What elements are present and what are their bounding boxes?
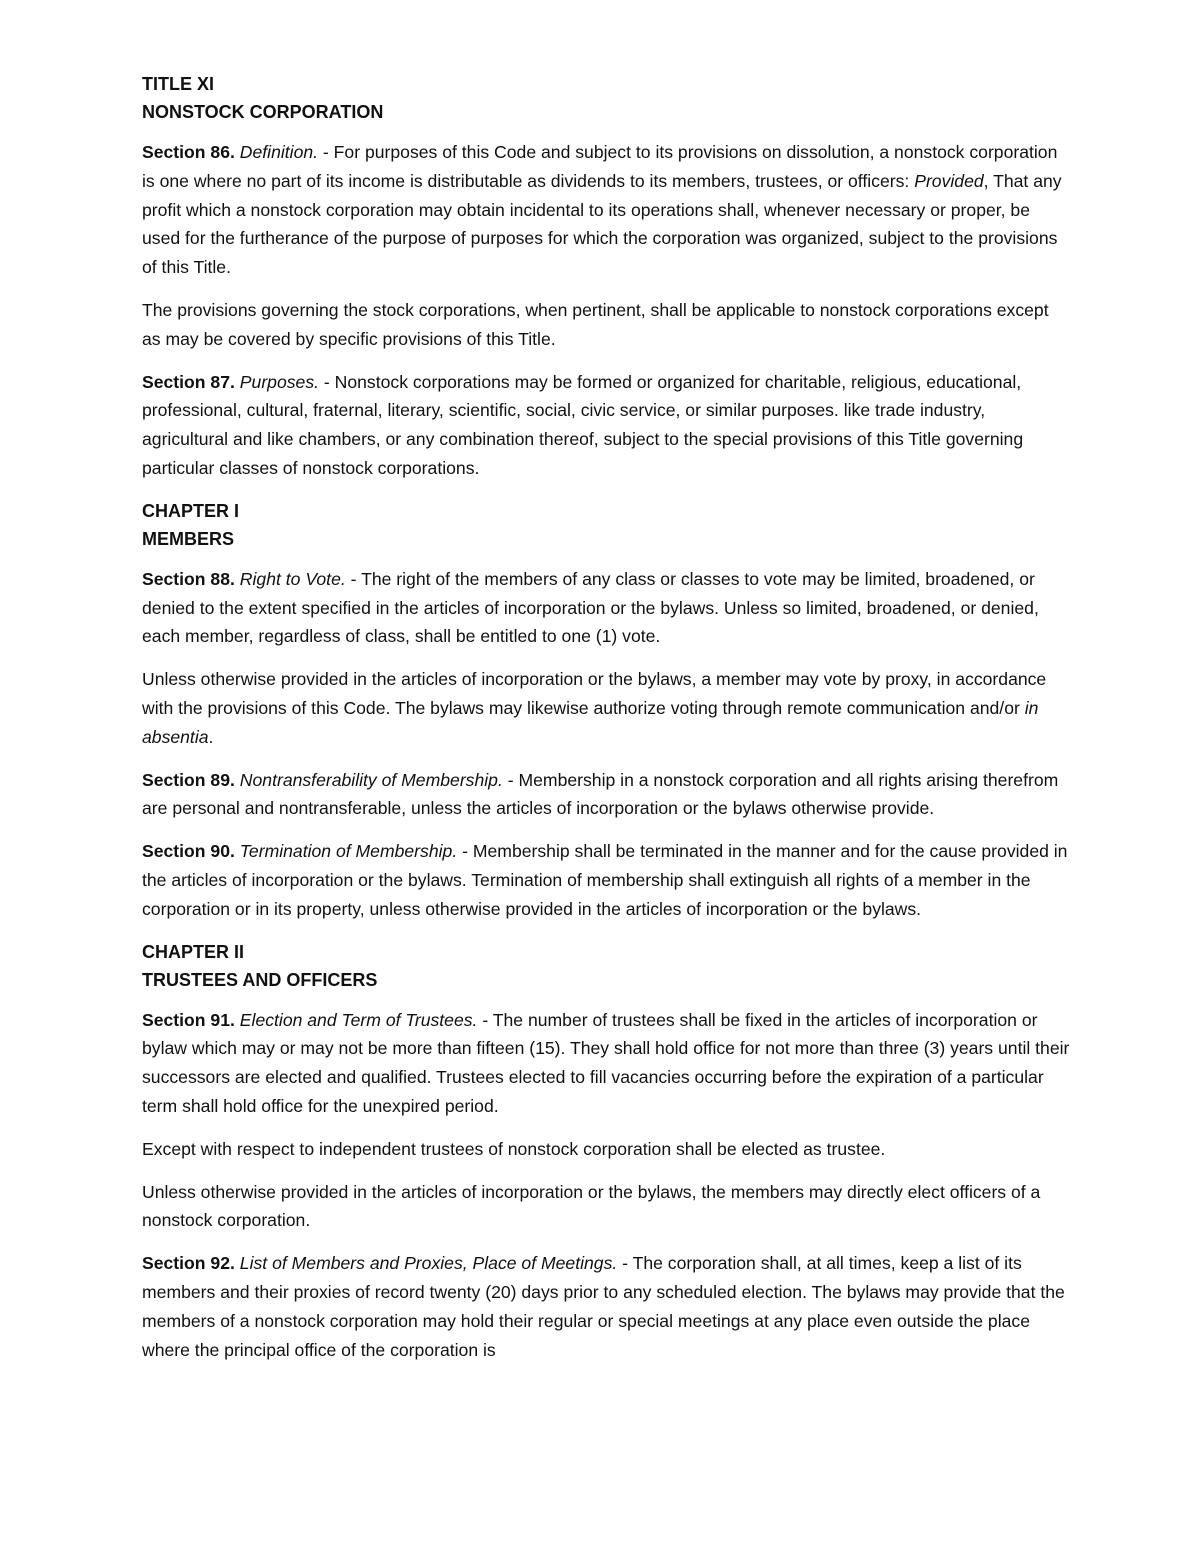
section-90-title: Termination of Membership. — [239, 841, 458, 862]
chapter-1-number: CHAPTER I — [142, 500, 240, 521]
section-87-paragraph — [142, 368, 1072, 483]
document-page — [142, 70, 1072, 1378]
section-86-text-b: , That any profit which a nonstock corporation may obtain incidental to its operations shall, whenever necessary or proper, be used for the furtherance of the purpose of purposes for which the corporation was organized, subject to the provisions of this Title. — [142, 170, 1062, 278]
chapter-2-heading — [142, 938, 1072, 994]
chapter-2-name: TRUSTEES AND OFFICERS — [142, 969, 378, 990]
section-86-provided: Provided — [914, 170, 984, 191]
section-91-paragraph-2: Except with respect to independent trustees of nonstock corporation shall be elected as trustee. — [142, 1138, 886, 1159]
section-87-label: Section 87. — [142, 371, 235, 392]
chapter-1-name: MEMBERS — [142, 528, 235, 549]
section-90-text: - Membership shall be terminated in the manner and for the cause provided in the articles of incorporation or the bylaws. Termination of membership shall extinguish all rights of a member in the corporation or in its property, unless otherwise provided in the articles of incorporation or the bylaws. — [142, 841, 1068, 919]
chapter-2-number: CHAPTER II — [142, 941, 245, 962]
section-91-paragraph-3: Unless otherwise provided in the articles of incorporation or the bylaws, the members may directly elect officers of a nonstock corporation. — [142, 1181, 1041, 1231]
section-91-paragraph — [142, 1006, 1072, 1121]
section-89-text: - Membership in a nonstock corporation and all rights arising therefrom are personal and nontransferable, unless the articles of incorporation or the bylaws otherwise provide. — [142, 769, 1059, 819]
section-92-text: - The corporation shall, at all times, keep a list of its members and their proxies of record twenty (20) days prior to any scheduled election. The bylaws may provide that the members of a nonstock corporation may hold their regular or special meetings at any place even outside the place where the principal office of the corporation is — [142, 1253, 1065, 1360]
section-88-para2-a: Unless otherwise provided in the articles of incorporation or the bylaws, a member may vote by proxy, in accordance with the provisions of this Code. The bylaws may likewise authorize voting through remote communication and/or — [142, 669, 1047, 718]
section-92-title: List of Members and Proxies, Place of Meetings. — [239, 1253, 618, 1274]
section-92-paragraph — [142, 1249, 1072, 1364]
section-88-text: - The right of the members of any class or classes to vote may be limited, broadened, or denied to the extent specified in the articles of incorporation or the bylaws. Unless so limited, broadened, or denied, each member, regardless of class, shall be entitled to one (1) vote. — [142, 568, 1039, 647]
chapter-1-heading — [142, 497, 1072, 553]
section-86-label: Section 86. — [142, 142, 235, 162]
section-92-label: Section 92. — [142, 1253, 235, 1274]
section-89-paragraph — [142, 766, 1072, 824]
title-name: NONSTOCK CORPORATION — [142, 102, 384, 122]
title-number: TITLE XI — [142, 74, 214, 94]
section-91-title: Election and Term of Trustees. — [239, 1009, 478, 1030]
section-86-title: Definition. — [239, 142, 319, 162]
section-87-title: Purposes. — [239, 371, 320, 392]
section-88-title: Right to Vote. — [239, 568, 346, 589]
section-91-text: - The number of trustees shall be fixed in the articles of incorporation or bylaw which may or may not be more than fifteen (15). They shall hold office for not more than three (3) years until their successors are elected and qualified. Trustees elected to fill vacancies occurring before the expiration of a particular term shall hold office for the unexpired period. — [142, 1009, 1070, 1116]
section-87-text: - Nonstock corporations may be formed or organized for charitable, religious, educational, professional, cultural, fraternal, literary, scientific, social, civic service, or similar purposes. like trade industry, agricultural and like chambers, or any combination thereof, subject to the special provisions of this Title governing particular classes of nonstock corporations. — [142, 371, 1024, 478]
title-heading — [142, 70, 1072, 126]
section-88-label: Section 88. — [142, 568, 235, 589]
section-89-title: Nontransferability of Membership. — [239, 769, 503, 790]
section-90-label: Section 90. — [142, 841, 235, 862]
section-86-paragraph-2: The provisions governing the stock corporations, when pertinent, shall be applicable to nonstock corporations except as may be covered by specific provisions of this Title. — [142, 299, 1049, 349]
section-88-para2-b: . — [208, 726, 214, 747]
section-86-text-a: - For purposes of this Code and subject to its provisions on dissolution, a nonstock corporation is one where no part of its income is distributable as dividends to its members, trustees, or officers: — [142, 142, 1058, 191]
section-88-in-absentia: in absentia — [142, 697, 1039, 747]
section-86-paragraph — [142, 138, 1072, 282]
section-88-paragraph — [142, 565, 1072, 651]
section-89-label: Section 89. — [142, 769, 235, 790]
section-91-label: Section 91. — [142, 1009, 235, 1030]
section-88-paragraph-2 — [142, 665, 1072, 751]
section-90-paragraph — [142, 837, 1072, 923]
